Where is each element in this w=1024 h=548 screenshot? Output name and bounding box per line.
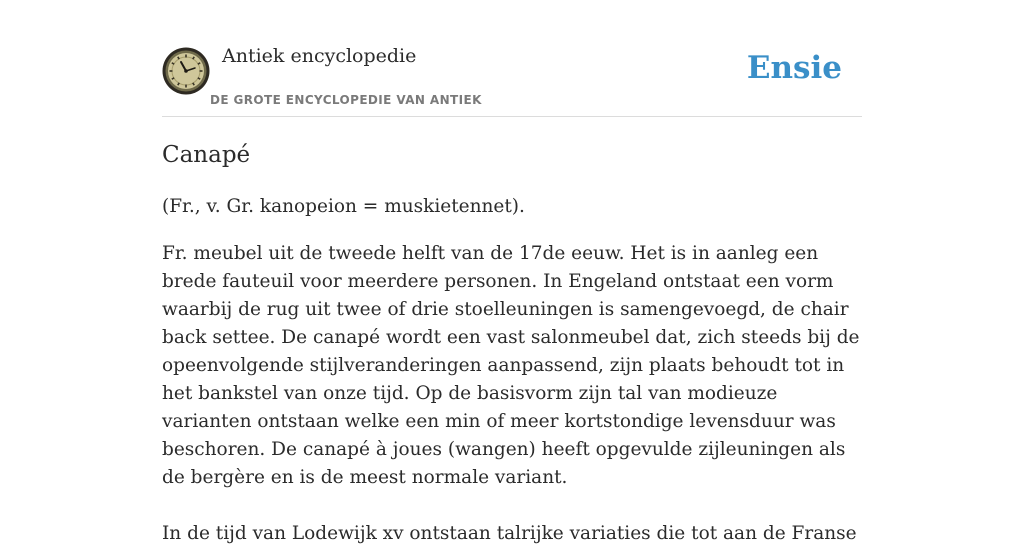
site-subtitle: DE GROTE ENCYCLOPEDIE VAN ANTIEK [210, 93, 482, 107]
site-header [162, 0, 862, 117]
article-title: Canapé [162, 142, 251, 168]
site-title[interactable]: Antiek encyclopedie [222, 45, 417, 67]
article-paragraph: In de tijd van Lodewijk xv ontstaan talrijke variaties die tot aan de Franse [162, 523, 857, 544]
article-paragraph: Fr. meubel uit de tweede helft van de 17de eeuw. Het is in aanleg een brede fauteuil voor meerdere personen. In Engeland ontstaat een vorm waarbij de rug uit twee of drie stoelleuningen is samengevoegd, de chair back settee. De canapé wordt een vast salonmeubel dat, zich steeds bij de opeenvolgende stijlveranderingen aanpassend, zijn plaats behoudt tot in het bankstel van onze tijd. Op de basisvorm zijn tal van modieuze varianten ontstaan welke een min of meer kortstondige levensduur was beschoren. De canapé à joues (wangen) heeft opgevulde zijleuningen als de bergère en is de meest normale variant. [162, 243, 860, 488]
brand-logo[interactable]: Ensie [746, 50, 842, 86]
article [162, 139, 862, 548]
clock-icon[interactable] [162, 47, 210, 95]
article-etymology: (Fr., v. Gr. kanopeion = muskietennet). [162, 196, 525, 217]
